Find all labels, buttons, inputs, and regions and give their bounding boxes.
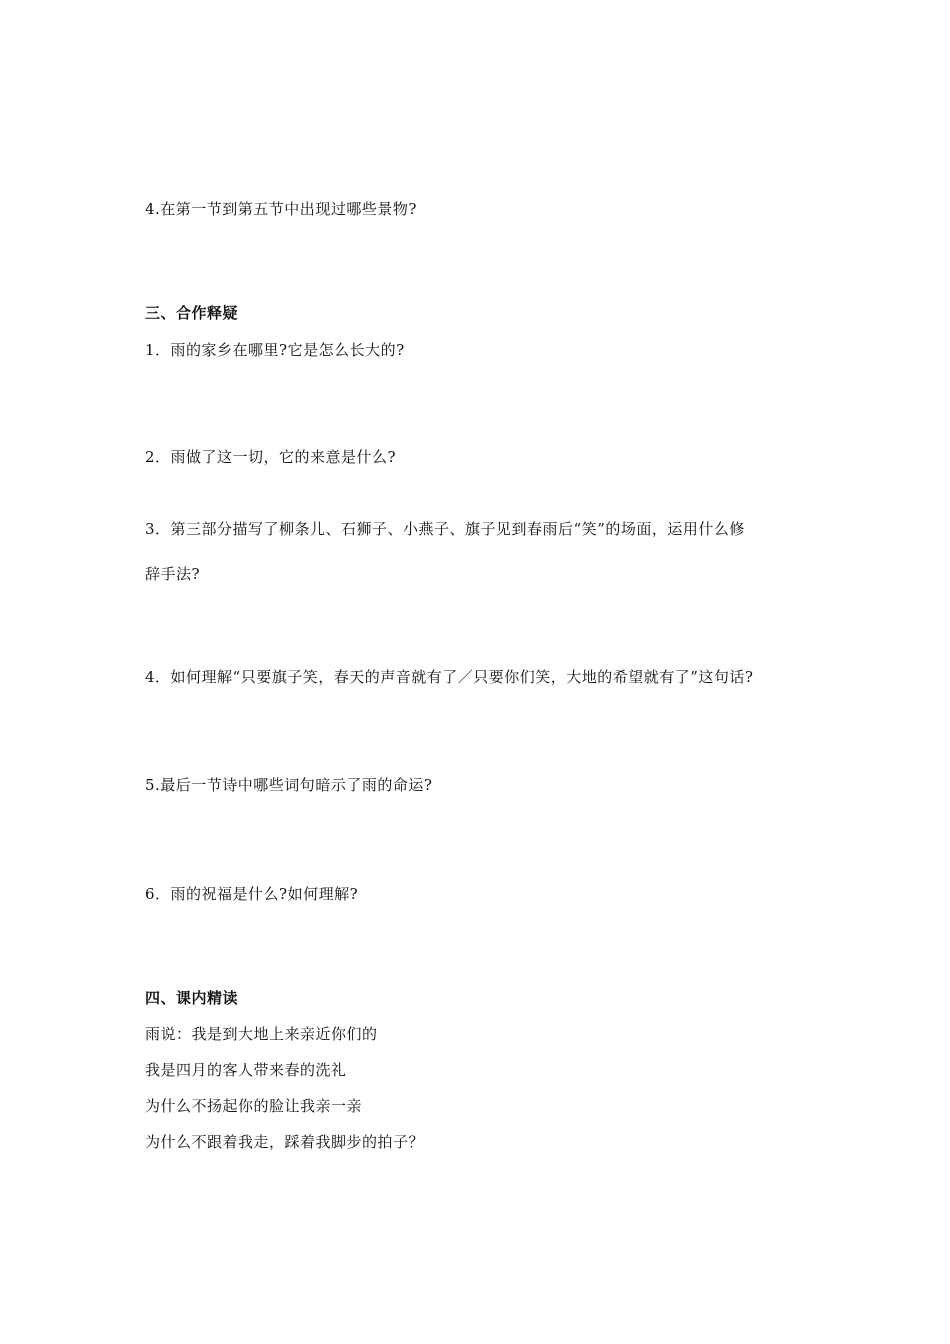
section-heading-close-reading: 四、课内精读: [145, 989, 239, 1007]
question-rhetoric-line2: 辞手法?: [145, 565, 201, 583]
question-rain-purpose: 2．雨做了这一切，它的来意是什么?: [145, 448, 397, 466]
question-scenery: 4.在第一节到第五节中出现过哪些景物?: [145, 200, 417, 218]
question-rain-hometown: 1．雨的家乡在哪里?它是怎么长大的?: [145, 341, 405, 359]
question-rain-fate: 5.最后一节诗中哪些词句暗示了雨的命运?: [145, 776, 433, 794]
question-flag-laugh: 4．如何理解“只要旗子笑，春天的声音就有了／只要你们笑，大地的希望就有了”这句话?: [145, 668, 754, 686]
section-heading-cooperative: 三、合作释疑: [145, 304, 239, 322]
question-rain-blessing: 6．雨的祝福是什么?如何理解?: [145, 885, 359, 903]
question-rhetoric-line1: 3．第三部分描写了柳条儿、石狮子、小燕子、旗子见到春雨后“笑”的场面，运用什么修: [145, 520, 745, 538]
poem-line: 为什么不跟着我走，踩着我脚步的拍子？: [145, 1133, 425, 1151]
poem-line: 我是四月的客人带来春的洗礼: [145, 1061, 347, 1079]
poem-line: 雨说：我是到大地上来亲近你们的: [145, 1025, 378, 1043]
poem-line: 为什么不扬起你的脸让我亲一亲: [145, 1097, 363, 1115]
